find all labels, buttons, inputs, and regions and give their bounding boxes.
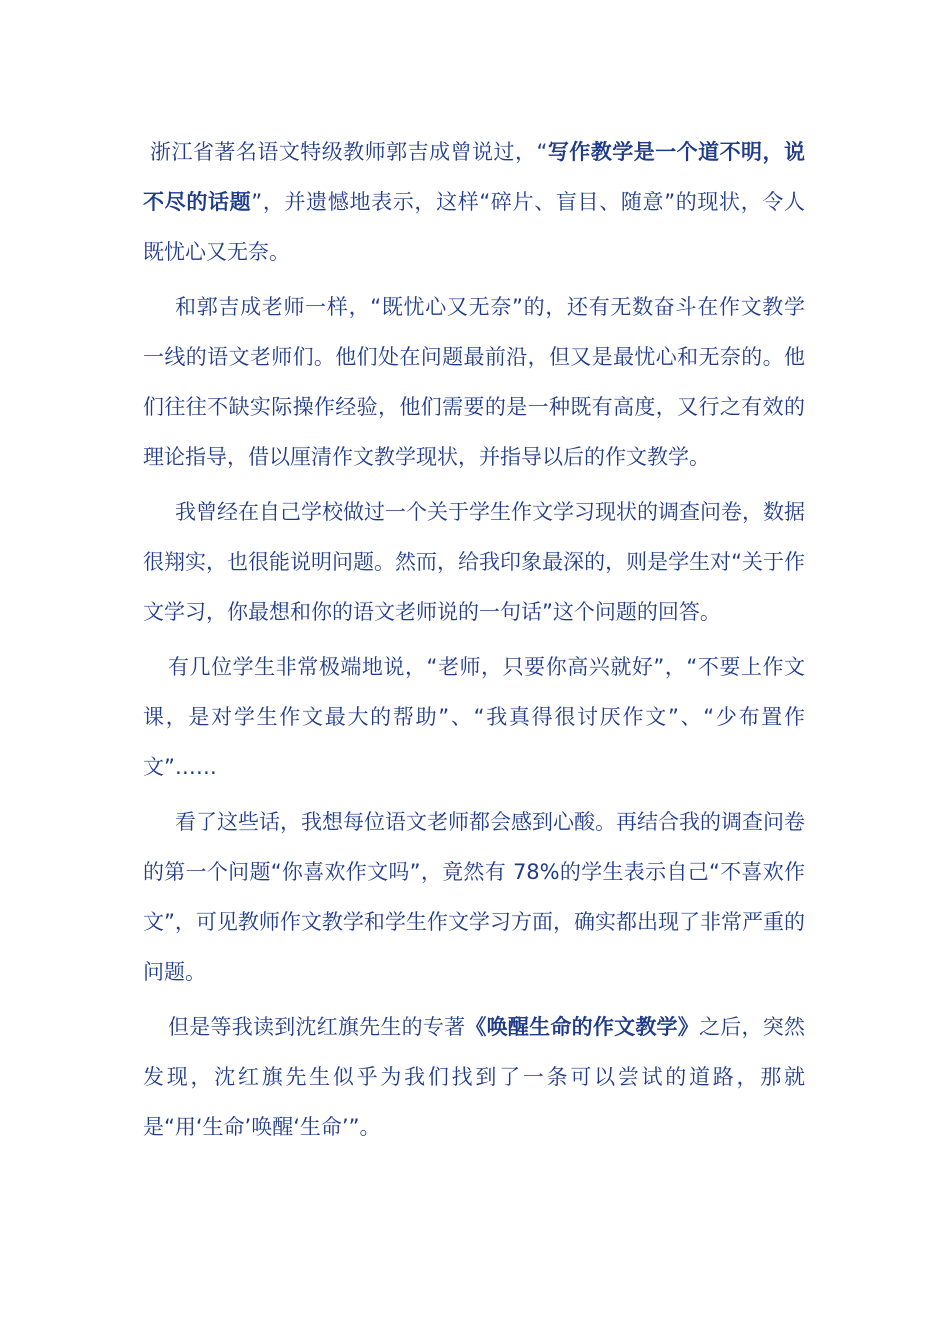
paragraph-4: 有几位学生非常极端地说，“老师，只要你高兴就好”，“不要上作文课，是对学生作文最大的帮助”、“我真得很讨厌作文”、“少布置作文”…… bbox=[143, 655, 805, 779]
paragraph-1-tail: ”，并遗憾地表示，这样“碎片、盲目、随意”的现状，令人既忧心又无奈。 bbox=[143, 190, 806, 264]
paragraph-6-tail: 之后，突然发现，沈红旗先生似乎为我们找到了一条可以尝试的道路，那就是“用‘生命’唤醒‘生命’”。 bbox=[143, 1015, 806, 1139]
paragraph-1-bold-quote: 写作教学是一个道不明，说不尽的话题 bbox=[143, 140, 805, 214]
document-body bbox=[143, 127, 805, 1157]
book-title: 《唤醒生命的作文教学》 bbox=[465, 1015, 700, 1039]
paragraph-2: 和郭吉成老师一样，“既忧心又无奈”的，还有无数奋斗在作文教学一线的语文老师们。他们处在问题最前沿，但又是最忧心和无奈的。他们往往不缺实际操作经验，他们需要的是一种既有高度，又行之有效的理论指导，借以厘清作文教学现状，并指导以后的作文教学。 bbox=[143, 295, 805, 469]
paragraph-1 bbox=[143, 127, 805, 277]
paragraph-6-lead: 但是等我读到沈红旗先生的专著 bbox=[168, 1015, 466, 1039]
paragraph-6 bbox=[143, 1002, 805, 1152]
paragraph-3: 我曾经在自己学校做过一个关于学生作文学习现状的调查问卷，数据很翔实，也很能说明问题。然而，给我印象最深的，则是学生对“关于作文学习，你最想和你的语文老师说的一句话”这个问题的回答。 bbox=[143, 500, 805, 624]
paragraph-1-lead: 浙江省著名语文特级教师郭吉成曾说过，“ bbox=[150, 140, 548, 164]
paragraph-5: 看了这些话，我想每位语文老师都会感到心酸。再结合我的调查问卷的第一个问题“你喜欢作文吗”，竟然有 78%的学生表示自己“不喜欢作文”，可见教师作文教学和学生作文学习方面，确实都出现了非常严重的问题。 bbox=[143, 810, 805, 984]
